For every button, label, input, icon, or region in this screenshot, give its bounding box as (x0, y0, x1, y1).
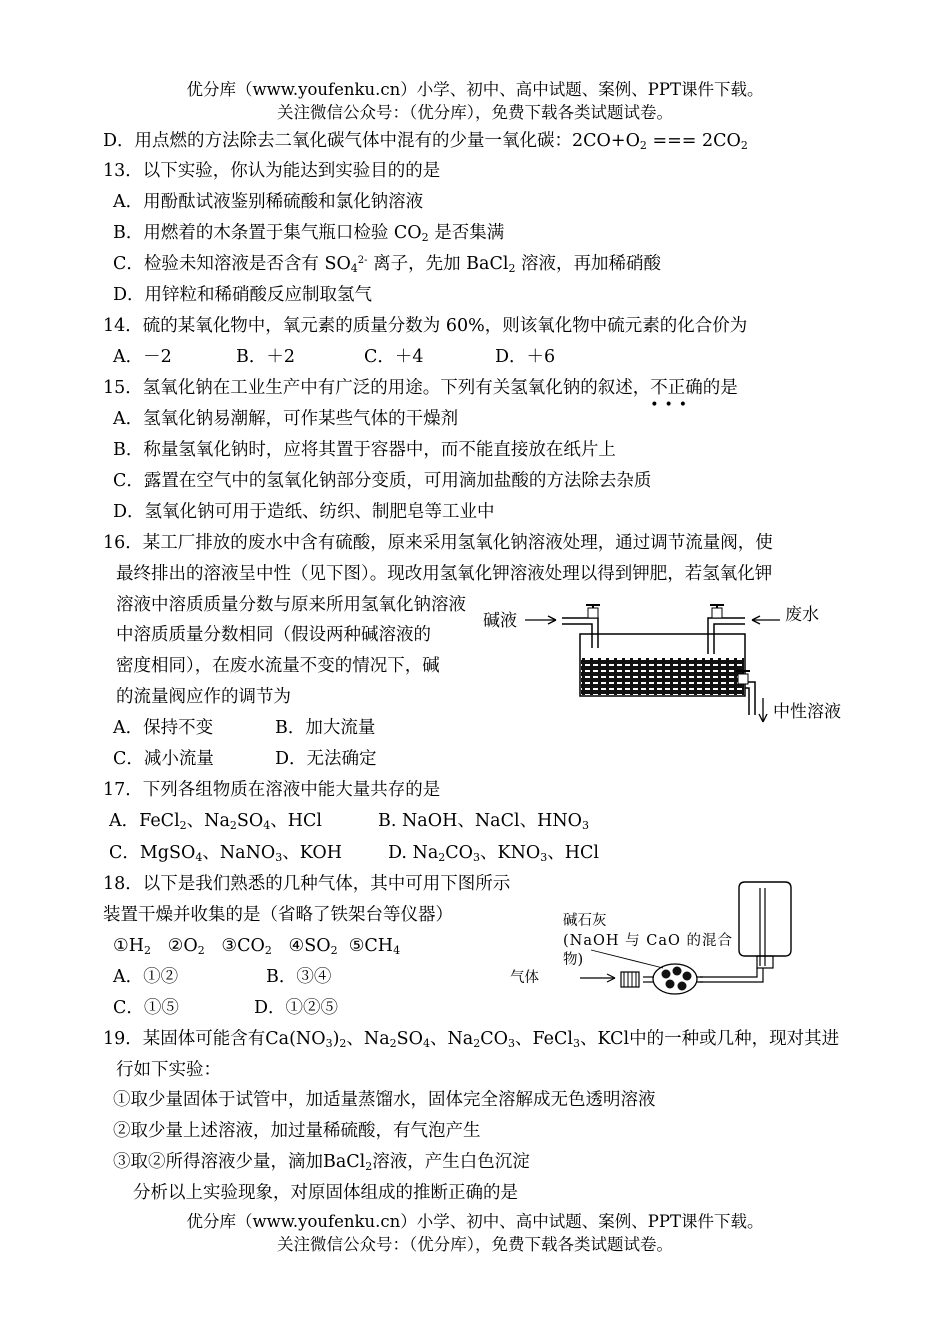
q16-line-6: 的流量阀应作的调节为 (116, 687, 291, 707)
q19-step-1: ①取少量固体于试管中，加适量蒸馏水，固体完全溶解成无色透明溶液 (113, 1090, 656, 1110)
q16-option-a: A．保持不变 (113, 718, 214, 738)
q19-line-2: 行如下实验： (116, 1060, 221, 1080)
label-alkali: 碱液 (483, 611, 517, 631)
q16-option-b: B．加大流量 (275, 718, 376, 738)
q16-option-c: C．减小流量 (113, 749, 214, 769)
q18-option-a: A．①② (113, 967, 179, 987)
q14-stem: 14．硫的某氧化物中，氧元素的质量分数为 60%，则该氧化物中硫元素的化合价为 (103, 316, 748, 336)
q14-option-c: C．＋4 (364, 347, 424, 367)
q15-option-c: C．露置在空气中的氢氧化钠部分变质，可用滴加盐酸的方法除去杂质 (113, 471, 652, 491)
q15-stem: 15．氢氧化钠在工业生产中有广泛的用途。下列有关氢氧化钠的叙述，不正确 ••• 的是 (103, 378, 738, 413)
q18-option-d: D．①②⑤ (254, 998, 339, 1018)
q13-option-a: A．用酚酞试液鉴别稀硫酸和氯化钠溶液 (113, 192, 424, 212)
q19-analysis: 分析以上实验现象，对原固体组成的推断正确的是 (133, 1183, 518, 1203)
q16-line-1: 16．某工厂排放的废水中含有硫酸，原来采用氢氧化钠溶液处理，通过调节流量阀，使 (103, 533, 773, 553)
label-soda-lime-composition: (NaOH 与 CaO 的混合 (563, 933, 733, 949)
q16-line-4: 中溶质质量分数相同（假设两种碱溶液的 (116, 625, 431, 645)
q17-option-c: C．MgSO$_4$、NaNO$_3$、KOH (109, 843, 342, 864)
q14-option-d: D．＋6 (495, 347, 556, 367)
q19-step-3: ③取②所得溶液少量，滴加BaCl$_2$溶液，产生白色沉淀 (113, 1152, 530, 1173)
q15-option-b: B．称量氢氧化钠时，应将其置于容器中，而不能直接放在纸片上 (113, 440, 616, 460)
q16-line-3: 溶液中溶质质量分数与原来所用氢氧化钠溶液 (116, 595, 466, 615)
q14-option-b: B．＋2 (236, 347, 295, 367)
q13-option-d: D．用锌粒和稀硝酸反应制取氢气 (113, 285, 373, 305)
q13-option-b: B．用燃着的木条置于集气瓶口检验 $CO_2$ 是否集满 (113, 223, 505, 244)
q16-line-2: 最终排出的溶液呈中性（见下图）。现改用氢氧化钾溶液处理以得到钾肥，若氢氧化钾 (116, 564, 773, 584)
label-neutral-solution: 中性溶液 (773, 702, 841, 722)
footer-line-2: 关注微信公众号：（优分库），免费下载各类试题试卷。 (277, 1235, 673, 1254)
q14-option-a: A．－2 (113, 347, 172, 367)
q19-stem: 19．某固体可能含有$Ca(NO_3)_2$、$Na_2SO_4$、$Na_2CO_3$、FeCl$_3$、KCl中的一种或几种，现对其进 (103, 1029, 840, 1050)
q13-stem: 13．以下实验，你认为能达到实验目的的是 (103, 161, 441, 181)
header-line-2: 关注微信公众号：（优分库），免费下载各类试题试卷。 (277, 103, 673, 122)
q15-option-d: D．氢氧化钠可用于造纸、纺织、制肥皂等工业中 (113, 502, 495, 522)
q18-option-b: B．③④ (266, 967, 332, 987)
tank-liquid (581, 658, 744, 695)
label-soda-lime-end: 物) (563, 952, 584, 968)
q17-option-d: D. $Na_2CO_3$、$KNO_3$、HCl (388, 843, 600, 864)
q17-option-b: B. NaOH、NaCl、$HNO_3$ (378, 811, 589, 832)
q17-option-a: A．FeCl$_2$、$Na_2SO_4$、HCl (109, 811, 323, 832)
q18-option-c: C．①⑤ (113, 998, 179, 1018)
q18-gas-list: $①H_2$ $②O_2$ $③CO_2$ $④SO_2$ $⑤CH_4$ (113, 936, 401, 957)
q19-step-2: ②取少量上述溶液，加过量稀硫酸，有气泡产生 (113, 1121, 481, 1141)
header-line-1: 优分库（www.youfenku.cn）小学、初中、高中试题、案例、PPT课件下载。 (186, 80, 764, 99)
q18-line-2: 装置干燥并收集的是（省略了铁架台等仪器） (103, 905, 453, 925)
q16-option-d: D．无法确定 (275, 749, 377, 769)
q15-option-a: A．氢氧化钠易潮解，可作某些气体的干燥剂 (113, 409, 459, 429)
label-soda-lime: 碱石灰 (563, 913, 607, 929)
footer-line-1: 优分库（www.youfenku.cn）小学、初中、高中试题、案例、PPT课件下载。 (186, 1212, 764, 1231)
q16-line-5: 密度相同），在废水流量不变的情况下，碱 (116, 656, 440, 676)
q18-line-1: 18．以下是我们熟悉的几种气体，其中可用下图所示 (103, 874, 511, 894)
label-waste-water: 废水 (785, 605, 819, 625)
q12-option-d: D．用点燃的方法除去二氧化碳气体中混有的少量一氧化碳：$2CO+O_2$ === $2CO_2$ (103, 131, 748, 152)
label-gas: 气体 (510, 970, 539, 986)
q13-option-c: C．检验未知溶液是否含有 $SO_4^{2-}$ 离子，先加 BaCl$_2$ 溶液，再加稀硝酸 (113, 254, 662, 275)
q17-stem: 17．下列各组物质在溶液中能大量共存的是 (103, 780, 441, 800)
emphasis-text: 不正确 ••• (650, 378, 703, 413)
